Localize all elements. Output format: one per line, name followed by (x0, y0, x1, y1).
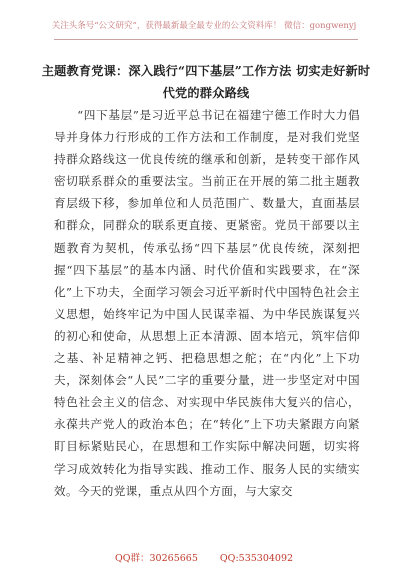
document-body: “四下基层”是习近平总书记在福建宁德工作时大力倡导并身体力行形成的工作方法和工作制度，是对我们党坚持群众路线这一优良传统的继承和创新，是转变干部作风密切联系群众的重要法宝。当前正在开展的第二批主题教育层级下移，参加单位和人员范围广、数量大，直面基层和群众，同群众的联系更直接、更紧密。党员干部要以主题教育为契机，传承弘扬“四下基层”优良传统，深刻把握“四下基层”的基本内涵、时代价值和实践要求，在“深化”上下功夫，全面学习领会习近平新时代中国特色社会主义思想，始终牢记为中国人民谋幸福、为中华民族谋复兴的初心和使命，从思想上正本清源、固本培元，筑牢信仰之基、补足精神之钙、把稳思想之舵；在“内化”上下功夫，深刻体会“人民”二字的重要分量，进一步坚定对中国特色社会主义的信念、对实现中华民族伟大复兴的信心，永葆共产党人的政治本色；在“转化”上下功夫紧跟方向紧盯目标紧贴民心，在思想和工作实际中解决问题，切实将学习成效转化为指导实践、推动工作、服务人民的实绩实效。今天的党课，重点从四个方面，与大家交 (54, 108, 360, 498)
header-divider (54, 39, 358, 40)
footer (0, 550, 408, 564)
footer-qq-group: QQ群：30265665 (114, 553, 198, 564)
document-title: 主题教育党课：深入践行“四下基层”工作方法 切实走好新时代党的群众路线 (41, 64, 371, 100)
header-banner: 关注头条号“公文研究”，获得最新最全最专业的公文资料库！ 微信：gongwenyj (51, 21, 357, 31)
footer-qq: QQ:535304092 (219, 553, 294, 564)
